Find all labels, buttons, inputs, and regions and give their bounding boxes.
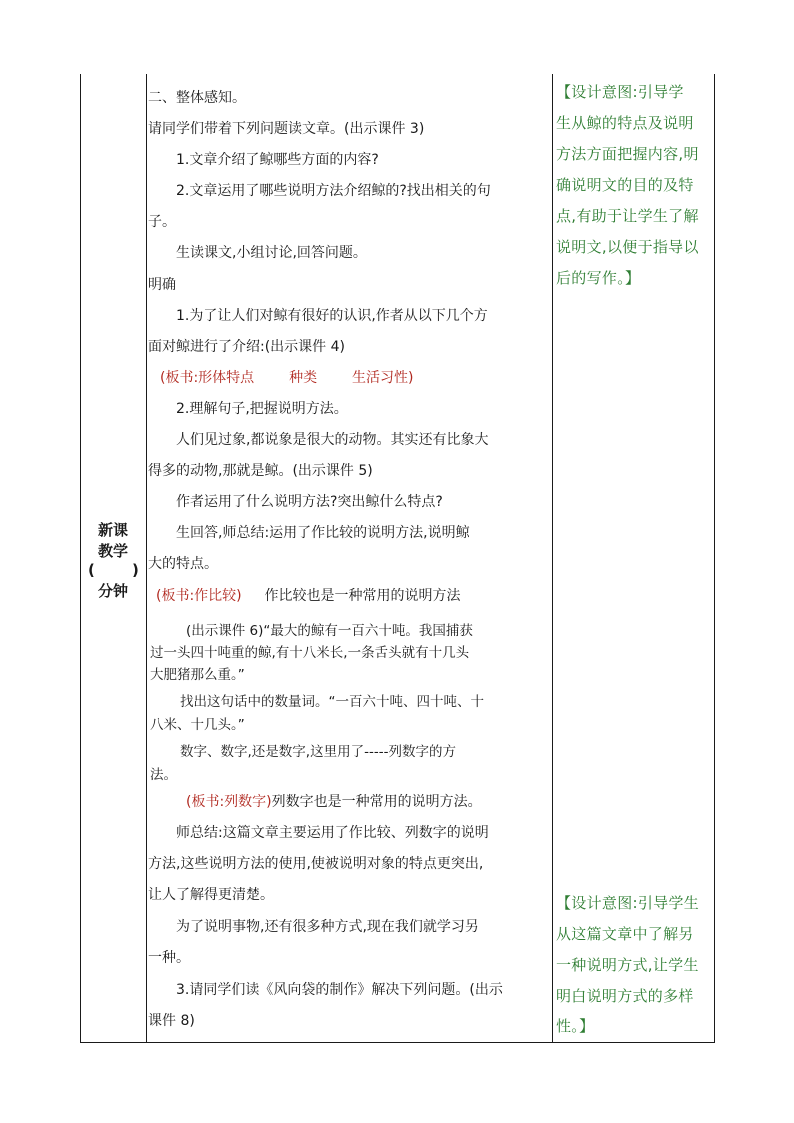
board-text: 作比较也是一种常用的说明方法 bbox=[264, 588, 461, 604]
text-line: 数字、数字,还是数字,这里用了-----列数字的方 bbox=[180, 744, 456, 760]
board-note-2 bbox=[156, 587, 461, 605]
text-line: 请同学们带着下列问题读文章。(出示课件 3) bbox=[148, 121, 425, 137]
section-label-line1: 新课 bbox=[97, 521, 128, 539]
design-note-line: 一种说明方式,让学生 bbox=[556, 956, 699, 974]
text-line: 1.为了让人们对鲸有很好的认识,作者从以下几个方 bbox=[176, 308, 488, 324]
text-line: 法。 bbox=[150, 767, 177, 783]
text-line: 二、整体感知。 bbox=[148, 90, 246, 106]
board-label: (板书:作比较) bbox=[156, 588, 242, 604]
text-line: 为了说明事物,还有很多种方式,现在我们就学习另 bbox=[176, 919, 479, 935]
board-text: 列数字也是一种常用的说明方法。 bbox=[271, 794, 482, 810]
text-line: 2.理解句子,把握说明方法。 bbox=[176, 401, 348, 417]
duration-paren-right: ) bbox=[132, 561, 139, 579]
table-border-right bbox=[714, 74, 715, 1043]
text-line: 让人了解得更清楚。 bbox=[148, 887, 274, 903]
board-item: 生活习性) bbox=[352, 370, 414, 386]
text-line: 一种。 bbox=[148, 950, 190, 966]
design-note-line: 点,有助于让学生了解 bbox=[556, 207, 699, 225]
text-line: 课件 8) bbox=[148, 1013, 195, 1029]
table-divider-1 bbox=[146, 74, 147, 1043]
design-note-line: 从这篇文章中了解另 bbox=[556, 925, 694, 943]
text-line: 八米、十几头。” bbox=[150, 717, 245, 733]
board-note-1 bbox=[160, 369, 413, 387]
design-note-line: 明白说明方式的多样 bbox=[556, 987, 694, 1005]
board-label: (板书:列数字) bbox=[186, 794, 272, 810]
section-label-line3: 分钟 bbox=[97, 582, 128, 600]
text-line: 面对鲸进行了介绍:(出示课件 4) bbox=[148, 339, 345, 355]
text-line: 方法,这些说明方法的使用,使被说明对象的特点更突出, bbox=[148, 856, 484, 872]
duration-paren-left: ( bbox=[88, 561, 95, 579]
design-note-line: 【设计意图:引导学 bbox=[556, 83, 684, 101]
text-line: 师总结:这篇文章主要运用了作比较、列数字的说明 bbox=[176, 825, 489, 841]
design-note-line: 说明文,以便于指导以 bbox=[556, 238, 699, 256]
text-line: 明确 bbox=[148, 277, 176, 293]
text-line: 得多的动物,那就是鲸。(出示课件 5) bbox=[148, 463, 373, 479]
design-note-line: 【设计意图:引导学生 bbox=[556, 894, 700, 912]
text-line: 生读课文,小组讨论,回答问题。 bbox=[176, 245, 367, 261]
text-line: 3.请同学们读《风向袋的制作》解决下列问题。(出示 bbox=[176, 982, 503, 998]
table-border-bottom bbox=[80, 1042, 714, 1043]
design-note-line: 性。】 bbox=[556, 1017, 595, 1035]
design-note-line: 方法方面把握内容,明 bbox=[556, 145, 699, 163]
text-line: 过一头四十吨重的鲸,有十八米长,一条舌头就有十几头 bbox=[150, 645, 470, 661]
text-line: 2.文章运用了哪些说明方法介绍鲸的?找出相关的句 bbox=[176, 183, 491, 199]
text-line: (出示课件 6)“最大的鲸有一百六十吨。我国捕获 bbox=[186, 623, 473, 639]
design-note-line: 确说明文的目的及特 bbox=[556, 176, 694, 194]
section-label-line2: 教学 bbox=[97, 542, 128, 560]
text-line: 找出这句话中的数量词。“一百六十吨、四十吨、十 bbox=[180, 694, 484, 710]
board-note-3 bbox=[186, 793, 482, 811]
text-line: 大肥猪那么重。” bbox=[150, 667, 245, 683]
text-line: 作者运用了什么说明方法?突出鲸什么特点? bbox=[176, 494, 443, 510]
design-note-line: 后的写作。】 bbox=[556, 269, 641, 287]
text-line: 生回答,师总结:运用了作比较的说明方法,说明鲸 bbox=[176, 525, 470, 541]
text-line: 1.文章介绍了鲸哪些方面的内容? bbox=[176, 152, 379, 168]
text-line: 人们见过象,都说象是很大的动物。其实还有比象大 bbox=[176, 432, 489, 448]
table-divider-2 bbox=[552, 74, 553, 1043]
text-line: 子。 bbox=[148, 214, 176, 230]
design-note-line: 生从鲸的特点及说明 bbox=[556, 114, 694, 132]
board-label: (板书:形体特点 bbox=[160, 370, 255, 386]
text-line: 大的特点。 bbox=[148, 556, 218, 572]
board-item: 种类 bbox=[289, 370, 318, 386]
